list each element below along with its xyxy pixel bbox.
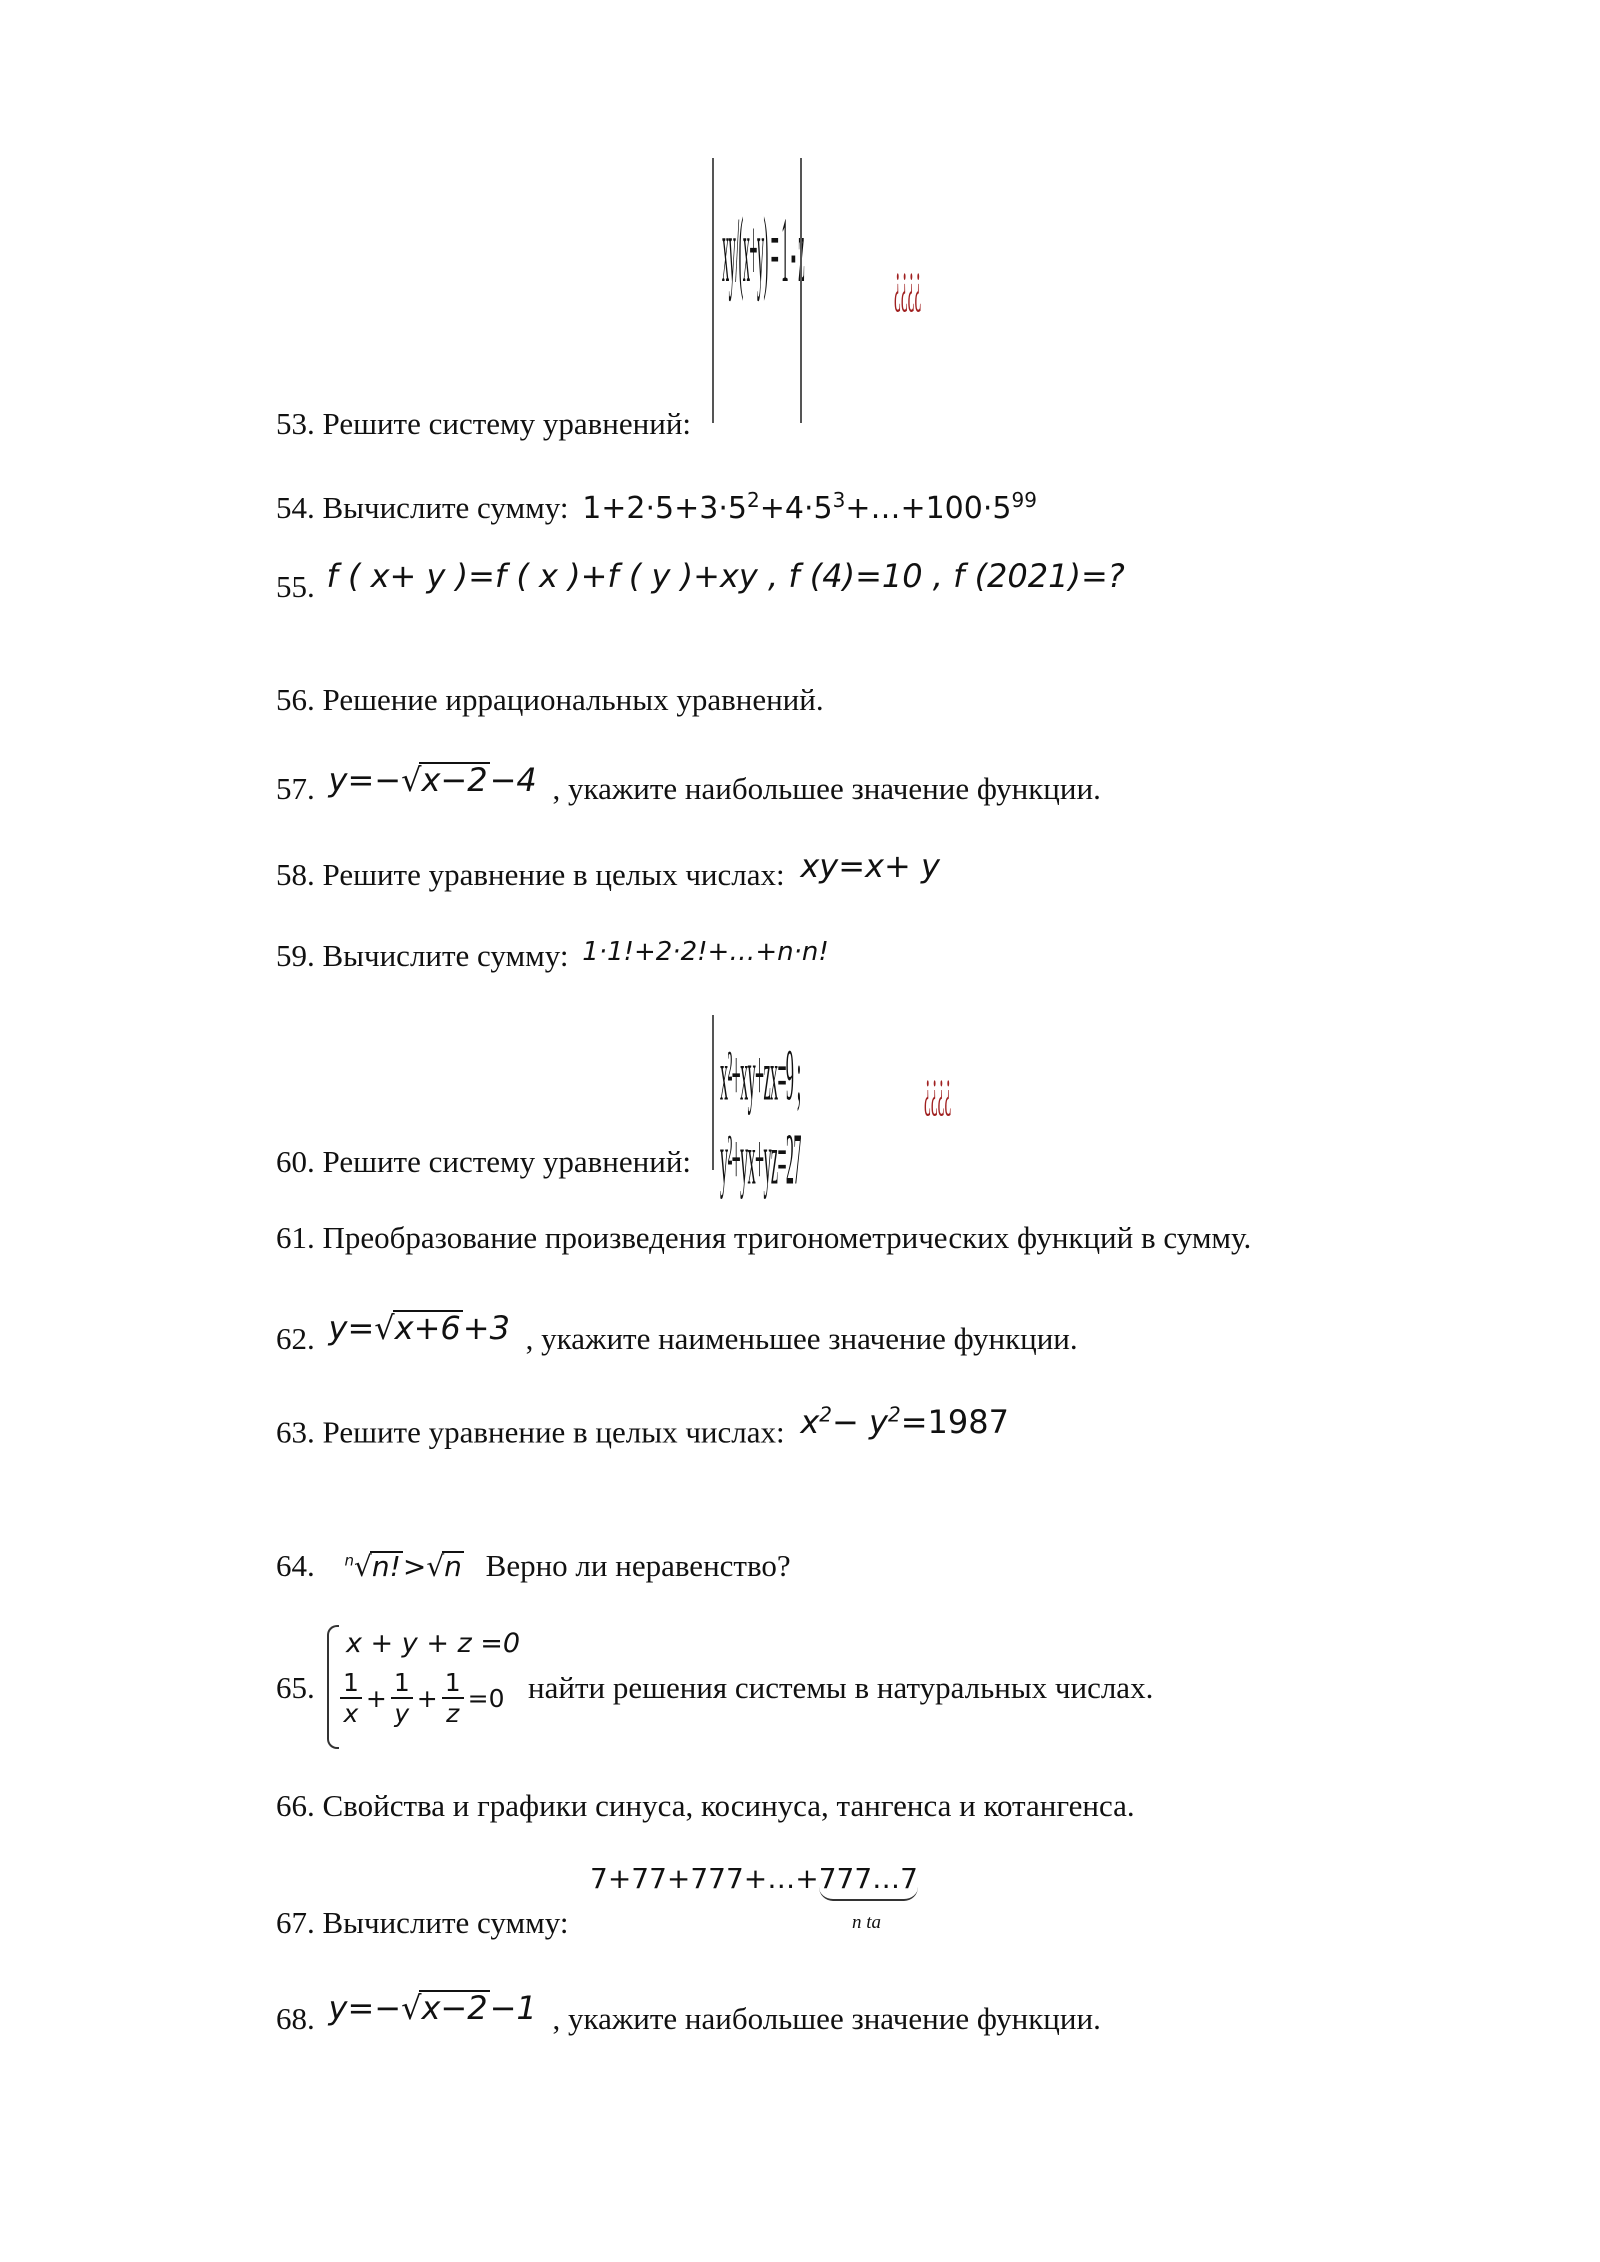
brace-53 — [712, 158, 720, 423]
exp-54-a: 2 — [746, 488, 760, 512]
sqrt-64b-sign: √ — [426, 1550, 445, 1583]
item-59-expr: 1·1!+2·2!+…+n·n! — [582, 937, 829, 967]
plus-65-2: + — [416, 1683, 438, 1713]
item-60-label: 60. Решите систему уравнений: — [276, 1144, 692, 1179]
item-57-expr — [329, 761, 537, 799]
item-68-label: 68. — [276, 2001, 315, 2036]
sqrt-62-radicand: x+6 — [394, 1309, 461, 1347]
item-67-under: n ta — [852, 1912, 882, 1933]
item-68 — [276, 1989, 1101, 2036]
item-63-expr — [800, 1403, 1009, 1441]
exp-54-b: 3 — [832, 488, 846, 512]
expr-68-pre: y=− — [328, 1989, 402, 2027]
sqrt-64a-sign: √ — [354, 1550, 372, 1583]
brace-term-67: 777…7 — [819, 1862, 918, 1901]
expr-63-a: x — [800, 1402, 820, 1441]
expr-54-c: +…+100·5 — [845, 491, 1012, 526]
item-63 — [276, 1402, 1009, 1450]
item-58 — [276, 847, 940, 892]
system-65-eq2 — [336, 1668, 504, 1728]
item-64-expr — [345, 1550, 464, 1583]
frac-65-1-den: x — [343, 1699, 359, 1728]
expr-67: 7+77+777+…+ — [590, 1862, 819, 1895]
expr-62-pre: y= — [328, 1309, 375, 1347]
item-57-text: , укажите наибольшее значение функции. — [552, 771, 1101, 806]
item-58-expr: xy=x+ y — [800, 847, 940, 885]
item-64-text: Верно ли неравенство? — [485, 1548, 791, 1583]
item-54-label: 54. Вычислите сумму: — [276, 490, 569, 525]
item-64 — [276, 1550, 791, 1581]
exp-63-b: 2 — [887, 1402, 901, 1426]
frac-65-1 — [340, 1668, 362, 1728]
item-62-text: , укажите наименьшее значение функции. — [525, 1321, 1078, 1356]
item-53-label: 53. Решите систему уравнений: — [276, 406, 692, 441]
root-index-64: n — [344, 1551, 355, 1570]
item-62-expr — [329, 1309, 510, 1347]
frac-65-1-num: 1 — [340, 1668, 362, 1699]
expr-57-post: −4 — [489, 761, 537, 799]
item-59-label: 59. Вычислите сумму: — [276, 938, 569, 973]
gt-64: > — [402, 1550, 427, 1583]
artifact-60: ¿¿¿¿ — [924, 1057, 952, 1117]
brace-60 — [712, 1015, 720, 1170]
item-64-label: 64. — [276, 1548, 315, 1583]
plus-65-1: + — [365, 1683, 387, 1713]
system-53 — [712, 158, 922, 423]
eq-65-tail: =0 — [467, 1683, 505, 1713]
item-55-label: 55. — [276, 569, 315, 604]
item-54 — [276, 490, 1037, 524]
item-65-text: найти решения системы в натуральных числах. — [528, 1670, 1154, 1705]
item-62 — [276, 1309, 1078, 1356]
sqrt-57-sign: √ — [401, 761, 422, 799]
sqrt-68-radicand: x−2 — [421, 1989, 488, 2027]
item-54-expr — [582, 488, 1037, 526]
expr-62-post: +3 — [462, 1309, 510, 1347]
item-58-label: 58. Решите уравнение в целых числах: — [276, 857, 785, 892]
expr-68-post: −1 — [489, 1989, 537, 2027]
item-65-label: 65. — [276, 1670, 315, 1705]
sqrt-57-radicand: x−2 — [421, 761, 488, 799]
expr-54-b: +4·5 — [759, 491, 833, 526]
system-65-eq1: x + y + z =0 — [346, 1628, 521, 1659]
sqrt-62-sign: √ — [374, 1309, 395, 1347]
frac-65-3-num: 1 — [442, 1668, 464, 1699]
expr-54-a: 1+2·5+3·5 — [582, 491, 747, 526]
item-67-expr — [590, 1862, 918, 1901]
item-68-expr — [329, 1989, 537, 2027]
expr-63-c: =1987 — [900, 1402, 1009, 1441]
item-62-label: 62. — [276, 1321, 315, 1356]
artifact-53: ¿¿¿¿ — [894, 248, 922, 313]
item-57-label: 57. — [276, 771, 315, 806]
item-67-label: 67. Вычислите сумму: — [276, 1905, 569, 1940]
item-57 — [276, 761, 1101, 806]
brace-53b — [800, 158, 808, 423]
item-61: 61. Преобразование произведения тригонометрических функций в сумму. — [276, 1220, 1252, 1255]
system-60 — [712, 1015, 982, 1201]
system-53-eq1: xy/(x+y) = 1 - z — [722, 198, 804, 303]
exp-54-c: 99 — [1011, 488, 1037, 512]
frac-65-3 — [442, 1668, 464, 1728]
exp-63-a: 2 — [819, 1402, 833, 1426]
item-56: 56. Решение иррациональных уравнений. — [276, 682, 824, 717]
frac-65-2-den: y — [394, 1699, 410, 1728]
sqrt-64a-radicand: n! — [371, 1550, 401, 1583]
item-59 — [276, 937, 829, 973]
item-55-expr: f ( x+ y )=f ( x )+f ( y )+xy , f (4)=10 , f (2021)=? — [326, 557, 1125, 595]
expr-63-b: − y — [832, 1402, 888, 1441]
system-60-eq: x²+xy+zx=9 ; y²+yx+yz=27 — [720, 1035, 801, 1201]
frac-65-2-num: 1 — [391, 1668, 413, 1699]
sqrt-68-sign: √ — [401, 1989, 422, 2027]
item-66: 66. Свойства и графики синуса, косинуса, тангенса и котангенса. — [276, 1788, 1135, 1823]
item-63-label: 63. Решите уравнение в целых числах: — [276, 1414, 785, 1450]
item-68-text: , укажите наибольшее значение функции. — [552, 2001, 1101, 2036]
sqrt-64b-radicand: n — [444, 1550, 462, 1583]
expr-57-pre: y=− — [328, 761, 402, 799]
item-55 — [276, 557, 1125, 604]
frac-65-2 — [391, 1668, 413, 1728]
frac-65-3-den: z — [446, 1699, 460, 1728]
